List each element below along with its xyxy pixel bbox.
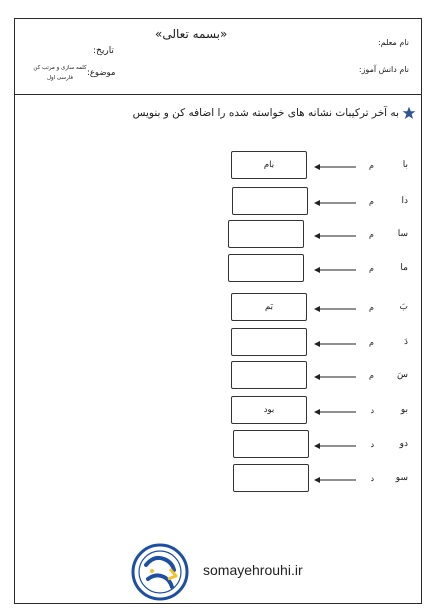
student-name-label: نام دانش آموز: xyxy=(358,65,409,74)
answer-box[interactable] xyxy=(232,187,308,215)
prefix-letters: با xyxy=(402,160,408,170)
answer-box[interactable]: بَم xyxy=(231,293,307,321)
subject-value-line-2: فارسی اول xyxy=(46,75,74,81)
prefix-letters: بَ xyxy=(399,302,408,312)
prefix-letters: دَ xyxy=(403,337,408,347)
exercise-row xyxy=(0,254,430,284)
arrow-left-icon xyxy=(314,408,356,416)
exercise-row xyxy=(0,293,430,323)
suffix-letter: م xyxy=(369,264,374,273)
answer-box[interactable] xyxy=(233,430,309,458)
arrow-left-icon xyxy=(314,442,356,450)
answer-box[interactable] xyxy=(228,220,304,248)
arrow-left-icon xyxy=(314,305,356,313)
exercise-row xyxy=(0,220,430,250)
star-icon xyxy=(402,106,416,120)
arrow-left-icon xyxy=(314,163,356,171)
exercise-row xyxy=(0,430,430,460)
answer-box[interactable] xyxy=(228,254,304,282)
logo-icon xyxy=(130,543,190,601)
exercise-row xyxy=(0,464,430,494)
suffix-letter: د xyxy=(370,406,374,415)
arrow-left-icon xyxy=(314,373,356,381)
prefix-letters: بو xyxy=(400,405,408,415)
subject-value xyxy=(33,63,87,83)
instruction-text: به آخر ترکیبات نشانه های خواسته شده را اضافه کن و بنویس xyxy=(132,107,399,119)
subject-label: موضوع: xyxy=(87,68,116,78)
prefix-letters: سَ xyxy=(397,370,408,380)
prefix-letters: ما xyxy=(400,263,408,273)
date-label: تاریخ: xyxy=(93,46,114,56)
suffix-letter: د xyxy=(370,440,374,449)
instruction xyxy=(133,106,416,120)
exercise-row xyxy=(0,328,430,358)
answer-box[interactable]: بام xyxy=(231,151,307,179)
suffix-letter: م xyxy=(369,230,374,239)
suffix-letter: م xyxy=(369,197,374,206)
bismillah-title: «بسمه تعالی» xyxy=(155,27,228,41)
exercise-row xyxy=(0,396,430,426)
answer-box[interactable]: بود xyxy=(231,396,307,424)
answer-box[interactable] xyxy=(233,464,309,492)
prefix-letters: سا xyxy=(397,229,408,239)
exercise-row xyxy=(0,361,430,391)
arrow-left-icon xyxy=(314,340,356,348)
exercise-row xyxy=(0,151,430,181)
arrow-left-icon xyxy=(314,476,356,484)
arrow-left-icon xyxy=(314,232,356,240)
suffix-letter: د xyxy=(370,474,374,483)
prefix-letters: سو xyxy=(395,473,408,483)
subject-value-line-1: کلمه سازی و مرتب کن xyxy=(33,65,87,71)
suffix-letter: م xyxy=(369,371,374,380)
suffix-letter: م xyxy=(369,338,374,347)
teacher-name-label: نام معلم: xyxy=(378,38,409,47)
worksheet-header xyxy=(15,19,421,95)
suffix-letter: م xyxy=(369,303,374,312)
suffix-letter: م xyxy=(369,161,374,170)
prefix-letters: دا xyxy=(401,196,408,206)
prefix-letters: دو xyxy=(399,439,408,449)
arrow-left-icon xyxy=(314,266,356,274)
answer-box[interactable] xyxy=(231,328,307,356)
website-text: somayehrouhi.ir xyxy=(203,562,303,578)
exercise-row xyxy=(0,187,430,217)
arrow-left-icon xyxy=(314,199,356,207)
answer-box[interactable] xyxy=(231,361,307,389)
